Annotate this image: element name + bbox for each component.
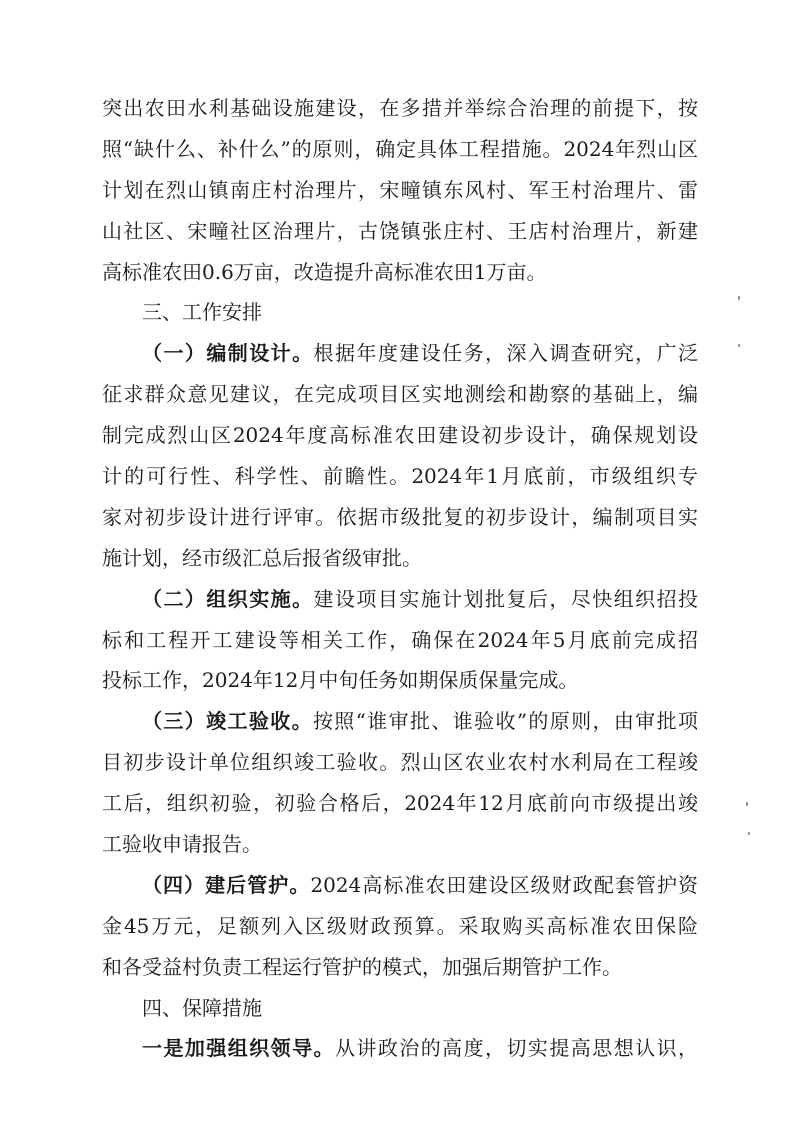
text-line xyxy=(102,701,698,742)
safeguard-item-1 xyxy=(102,1028,698,1069)
text-line: 征求群众意见建议，在完成项目区实地测绘和勘察的基础上，编 xyxy=(102,382,698,407)
text-line: 施计划，经市级汇总后报省级审批。 xyxy=(102,545,422,570)
text-line: 和各受益村负责工程运行管护的模式，加强后期管护工作。 xyxy=(102,954,622,979)
work-item-1 xyxy=(102,333,698,578)
text-line xyxy=(102,333,698,374)
text-line: 山社区、宋疃社区治理片，古饶镇张庄村、王店村治理片，新建 xyxy=(102,218,698,243)
text-line: 金45万元，足额列入区级财政预算。采取购买高标准农田保险 xyxy=(102,913,698,938)
section-heading-3: 三、工作安排 xyxy=(142,300,262,325)
scan-speck xyxy=(738,344,740,347)
text-line xyxy=(102,579,698,620)
text-line: 计划在烈山镇南庄村治理片，宋疃镇东风村、军王村治理片、雷 xyxy=(102,177,698,202)
item-text: 按照“谁审批、谁验收”的原则，由审批项 xyxy=(312,709,698,734)
text-line: 工验收申请报告。 xyxy=(102,832,262,857)
item-title: （四）建后管护。 xyxy=(142,872,311,897)
item-title: （一）编制设计。 xyxy=(142,341,314,366)
work-item-3 xyxy=(102,701,698,865)
text-line: 计的可行性、科学性、前瞻性。2024年1月底前，市级组织专 xyxy=(102,464,698,489)
text-line: 制完成烈山区2024年度高标准农田建设初步设计，确保规划设 xyxy=(102,423,698,448)
scan-speck xyxy=(748,832,750,835)
work-item-4 xyxy=(102,865,698,988)
item-text: 建设项目实施计划批复后，尽快组织招投 xyxy=(313,586,698,611)
text-line: 标和工程开工建设等相关工作，确保在2024年5月底前完成招 xyxy=(102,627,698,652)
text-line: 工后，组织初验，初验合格后，2024年12月底前向市级提出竣 xyxy=(102,791,698,816)
text-line: 投标工作，2024年12月中旬任务如期保质保量完成。 xyxy=(102,668,579,693)
item-text: 根据年度建设任务，深入调查研究，广泛 xyxy=(313,341,698,366)
document-body xyxy=(102,88,698,1069)
work-item-2 xyxy=(102,579,698,702)
item-text: 从讲政治的高度，切实提高思想认识， xyxy=(334,1036,698,1061)
item-text: 2024高标准农田建设区级财政配套管护资 xyxy=(310,872,698,897)
section-heading-4: 四、保障措施 xyxy=(142,995,262,1020)
text-line: 目初步设计单位组织竣工验收。烈山区农业农村水利局在工程竣 xyxy=(102,750,698,775)
paragraph-continuation xyxy=(102,88,698,292)
text-line: 照“缺什么、补什么”的原则，确定具体工程措施。2024年烈山区 xyxy=(102,136,698,161)
item-title: 一是加强组织领导。 xyxy=(142,1036,335,1061)
text-line: 家对初步设计进行评审。依据市级批复的初步设计，编制项目实 xyxy=(102,504,698,529)
item-title: （三）竣工验收。 xyxy=(142,709,313,734)
text-line xyxy=(102,1028,698,1069)
text-line: 高标准农田0.6万亩，改造提升高标准农田1万亩。 xyxy=(102,259,547,284)
scan-speck xyxy=(738,296,740,300)
item-title: （二）组织实施。 xyxy=(142,586,314,611)
scan-speck xyxy=(746,802,748,806)
text-line: 突出农田水利基础设施建设，在多措并举综合治理的前提下，按 xyxy=(102,96,698,120)
text-line xyxy=(102,865,698,906)
